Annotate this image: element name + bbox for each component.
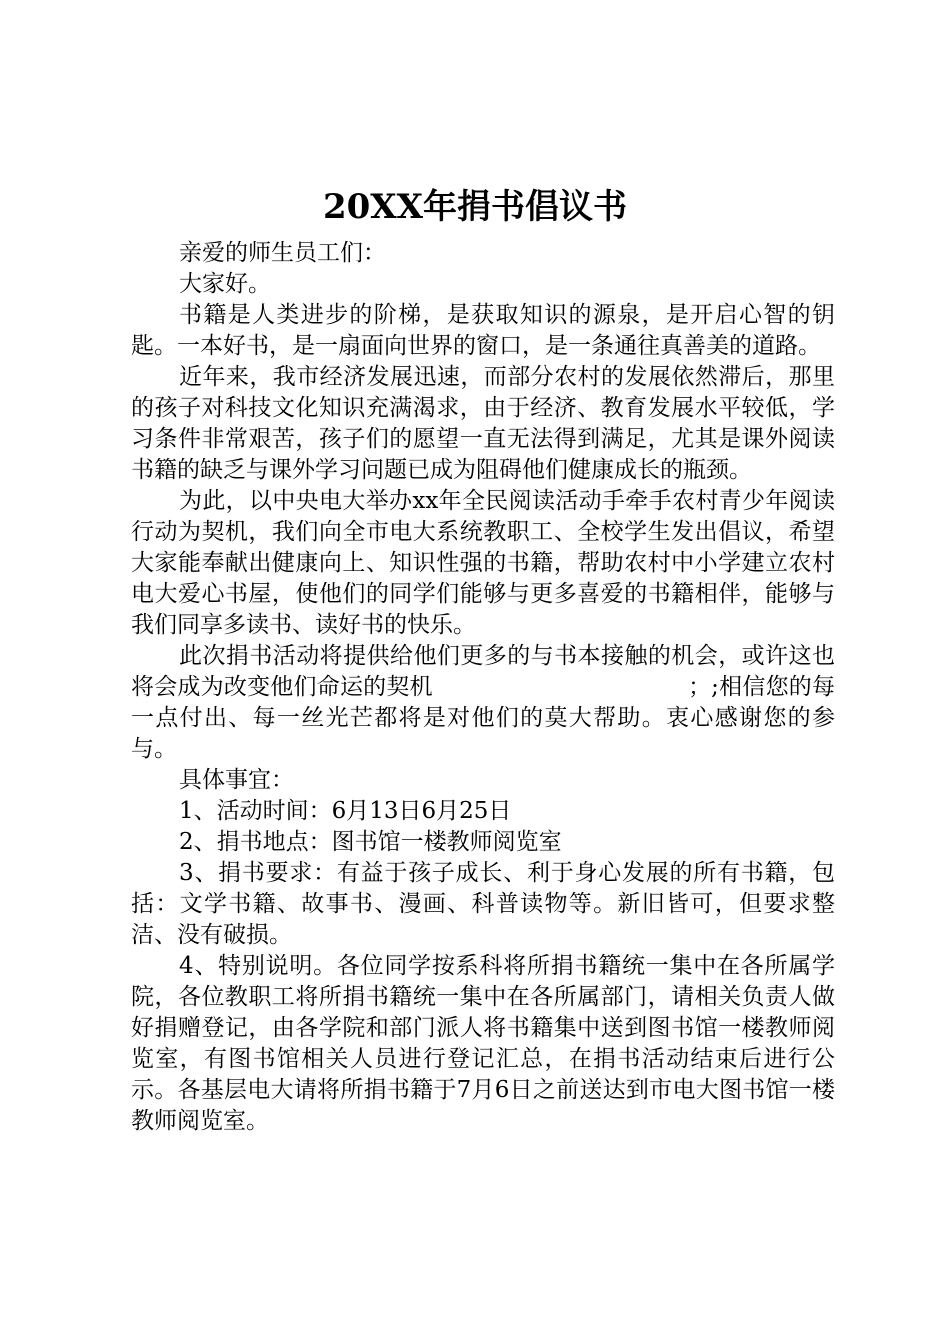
salutation-line: 大家好。 xyxy=(179,271,271,297)
body-paragraph: 为此，以中央电大举办xx年全民阅读活动手牵手农村青少年阅读行动为契机，我们向全市电大系统教职工、全校学生发出倡议，希望大家能奉献出健康向上、知识性强的书籍，帮助农村中小学建立农村电大爱心书屋，使他们的同学们能够与更多喜爱的书籍相伴，能够与我们同享多读书、读好书的快乐。 xyxy=(131,488,835,638)
detail-item-notes: 4、特别说明。各位同学按系科将所捐书籍统一集中在各所属学院，各位教职工将所捐书籍统一集中在各所属部门，请相关负责人做好捐赠登记，由各学院和部门派人将书籍集中送到图书馆一楼教师阅览室，有图书馆相关人员进行登记汇总，在捐书活动结束后进行公示。各基层电大请将所捐书籍于7月6日之前送达到市电大图书馆一楼教师阅览室。 xyxy=(131,953,835,1134)
detail-item-requirements: 3、捐书要求：有益于孩子成长、利于身心发展的所有书籍，包括：文学书籍、故事书、漫画、科普读物等。新旧皆可，但要求整洁、没有破损。 xyxy=(131,860,835,948)
document-title: 20XX年捐书倡议书 xyxy=(322,187,628,227)
detail-item-time: 1、活动时间：6月13日6月25日 xyxy=(179,798,512,824)
details-heading: 具体事宜： xyxy=(179,767,294,793)
document-body xyxy=(131,238,835,1137)
detail-item-location: 2、捐书地点：图书馆一楼教师阅览室 xyxy=(179,829,562,855)
greeting-line: 亲爱的师生员工们： xyxy=(179,240,386,266)
body-paragraph: 近年来，我市经济发展迅速，而部分农村的发展依然滞后，那里的孩子对科技文化知识充满渴求，由于经济、教育发展水平较低，学习条件非常艰苦，孩子们的愿望一直无法得到满足，尤其是课外阅读书籍的缺乏与课外学习问题已成为阻碍他们健康成长的瓶颈。 xyxy=(131,364,835,483)
body-paragraph: 此次捐书活动将提供给他们更多的与书本接触的机会，或许这也将会成为改变他们命运的契机 ；;相信您的每一点付出、每一丝光芒都将是对他们的莫大帮助。衷心感谢您的参与。 xyxy=(131,643,835,762)
body-paragraph: 书籍是人类进步的阶梯，是获取知识的源泉，是开启心智的钥匙。一本好书，是一扇面向世界的窗口，是一条通往真善美的道路。 xyxy=(131,302,835,359)
